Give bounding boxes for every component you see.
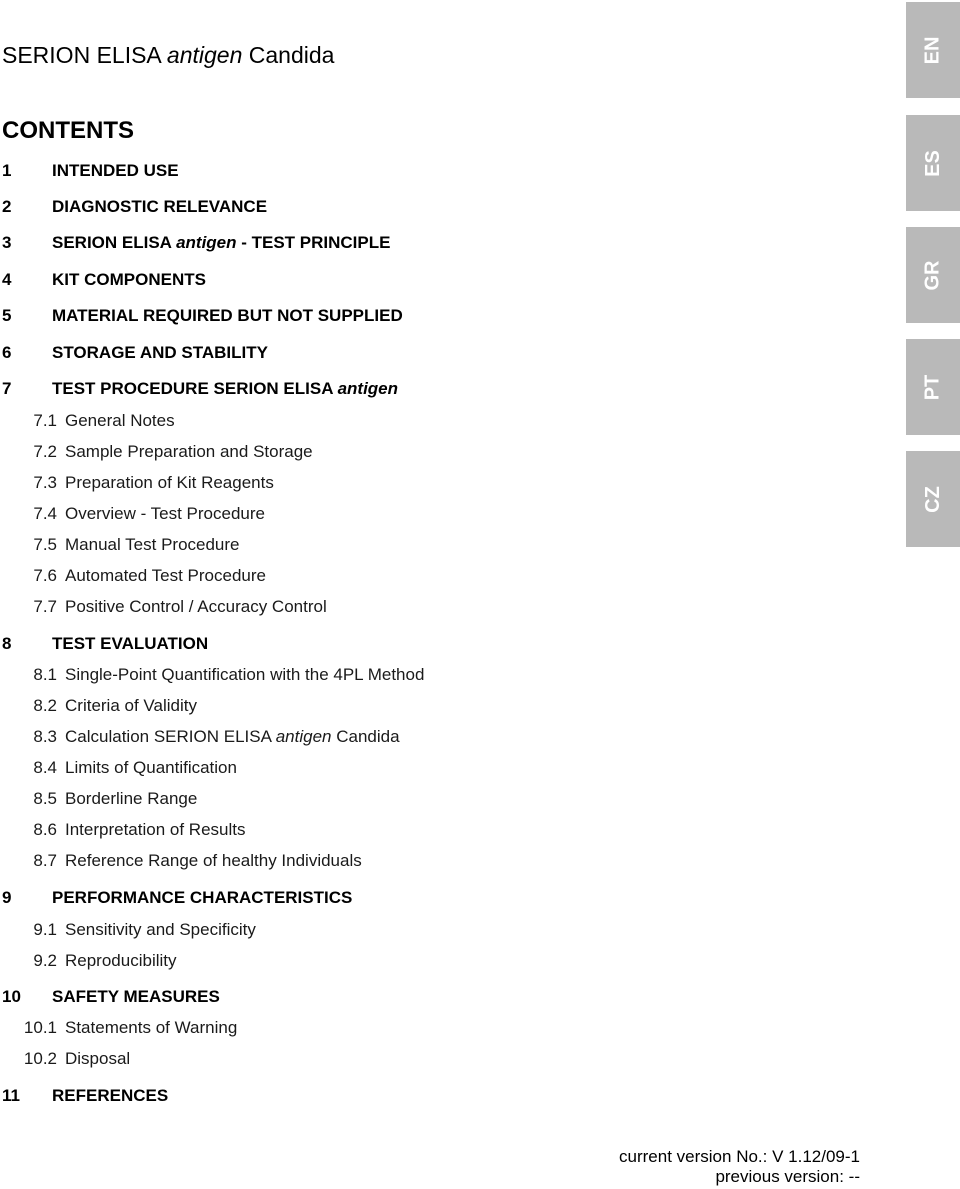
language-tab-es[interactable]: [906, 115, 960, 211]
section-number: 1: [2, 161, 12, 180]
subsection-title: Positive Control / Accuracy Control: [65, 597, 327, 616]
subsection-title: Interpretation of Results: [65, 820, 246, 839]
subsection-number: 7.1: [33, 411, 57, 430]
language-tab-label: PT: [921, 374, 944, 400]
section-title: MATERIAL REQUIRED BUT NOT SUPPLIED: [52, 306, 403, 325]
section-number: 3: [2, 233, 12, 252]
section-number: 10: [2, 987, 21, 1006]
section-title: INTENDED USE: [52, 161, 179, 180]
language-tab-en[interactable]: [906, 2, 960, 98]
section-title: PERFORMANCE CHARACTERISTICS: [52, 888, 353, 907]
section-title: TEST PROCEDURE SERION ELISA antigen: [52, 379, 399, 398]
section-title: DIAGNOSTIC RELEVANCE: [52, 197, 268, 216]
language-tab-label: CZ: [921, 485, 944, 513]
subsection-title: Preparation of Kit Reagents: [65, 473, 274, 492]
subsection-title: Statements of Warning: [65, 1018, 238, 1037]
previous-version: previous version: --: [715, 1167, 860, 1186]
language-tab-label: ES: [921, 149, 944, 177]
subsection-number: 8.3: [33, 727, 57, 746]
subsection-number: 9.1: [33, 920, 57, 939]
title-italic: antigen: [166, 42, 243, 68]
subsection-number: 7.5: [33, 535, 57, 554]
contents-heading: CONTENTS: [2, 117, 134, 144]
section-number: 6: [2, 343, 12, 362]
subsection-number: 7.3: [33, 473, 57, 492]
language-tab-cz[interactable]: [906, 451, 960, 547]
subsection-number: 8.2: [33, 696, 57, 715]
subsection-number: 7.4: [33, 504, 57, 523]
subsection-title: Single-Point Quantification with the 4PL Method: [65, 665, 425, 684]
language-tab-label: EN: [921, 36, 944, 64]
subsection-title: Limits of Quantification: [65, 758, 237, 777]
document-title: [2, 42, 334, 69]
section-title: TEST EVALUATION: [52, 634, 209, 653]
section-title: STORAGE AND STABILITY: [52, 343, 268, 362]
language-tab-label: GR: [921, 260, 944, 290]
section-title: SERION ELISA antigen - TEST PRINCIPLE: [52, 233, 391, 252]
section-title: KIT COMPONENTS: [52, 270, 206, 289]
section-number: 4: [2, 270, 12, 289]
section-number: 9: [2, 888, 12, 907]
title-suffix: Candida: [242, 42, 335, 68]
language-tab-pt[interactable]: [906, 339, 960, 435]
subsection-number: 10.1: [23, 1018, 57, 1037]
subsection-number: 8.4: [33, 758, 57, 777]
subsection-number: 8.7: [33, 851, 57, 870]
title-prefix: SERION ELISA: [2, 42, 167, 68]
section-number: 7: [2, 379, 12, 398]
subsection-number: 10.2: [23, 1049, 57, 1068]
subsection-title: Sensitivity and Specificity: [65, 920, 256, 939]
subsection-title: Sample Preparation and Storage: [65, 442, 313, 461]
subsection-title: Overview - Test Procedure: [65, 504, 265, 523]
subsection-title: Disposal: [65, 1049, 131, 1068]
subsection-number: 8.5: [33, 789, 57, 808]
subsection-title: Calculation SERION ELISA antigen Candida: [65, 727, 400, 746]
section-number: 2: [2, 197, 12, 216]
subsection-number: 9.2: [33, 951, 57, 970]
current-version: current version No.: V 1.12/09-1: [619, 1147, 860, 1166]
section-title: SAFETY MEASURES: [52, 987, 220, 1006]
language-tab-gr[interactable]: [906, 227, 960, 323]
subsection-number: 7.2: [33, 442, 57, 461]
subsection-title: Manual Test Procedure: [65, 535, 240, 554]
subsection-number: 8.6: [33, 820, 57, 839]
subsection-number: 7.7: [33, 597, 57, 616]
subsection-title: Borderline Range: [65, 789, 198, 808]
section-number: 5: [2, 306, 12, 325]
subsection-number: 8.1: [33, 665, 57, 684]
section-number: 8: [2, 634, 12, 653]
subsection-title: Reference Range of healthy Individuals: [65, 851, 362, 870]
subsection-title: Criteria of Validity: [65, 696, 197, 715]
subsection-title: Automated Test Procedure: [65, 566, 266, 585]
section-number: 11: [2, 1086, 20, 1105]
subsection-number: 7.6: [33, 566, 57, 585]
subsection-title: General Notes: [65, 411, 175, 430]
subsection-title: Reproducibility: [65, 951, 177, 970]
section-title: REFERENCES: [52, 1086, 169, 1105]
